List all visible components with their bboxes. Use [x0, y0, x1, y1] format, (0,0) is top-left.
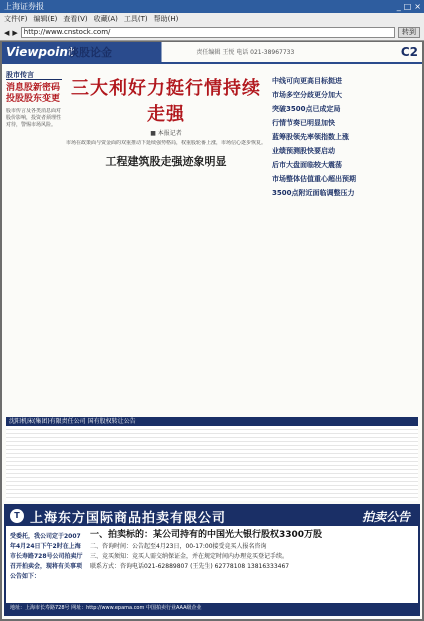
go-button[interactable]: 转到 — [398, 27, 420, 38]
window-titlebar — [0, 0, 424, 13]
ad-company-name: 上海东方国际商品拍卖有限公司 — [30, 510, 227, 526]
main-body: 市场在政策面与资金面的双重推动下延续强势格局，权重股轮番上涨，市场信心逐步恢复。 — [66, 140, 266, 146]
back-icon[interactable]: ◀ — [4, 28, 10, 37]
browser-chrome — [0, 0, 424, 41]
ad-footer: 地址：上海市长寿路728号 网址：http://www.epama.com 中国拍卖行业AAA级企业 — [6, 603, 418, 614]
right-column — [272, 72, 418, 428]
right-headline-3[interactable]: 突破3500点已成定局 — [272, 105, 341, 113]
menu-view[interactable]: 查看(V) — [63, 15, 88, 23]
ad-lot-title: 一、拍卖标的：某公司持有的中国光大银行股权3300万股 — [90, 530, 323, 540]
masthead-brand: Viewpoint — [6, 45, 74, 59]
ad-details — [90, 530, 412, 572]
masthead-section: 谈股论金 — [68, 46, 113, 59]
left-column — [6, 72, 62, 428]
notice-grid — [6, 426, 418, 501]
minimize-icon[interactable]: _ — [396, 2, 401, 11]
menu-bar — [0, 13, 424, 25]
menu-tools[interactable]: 工具(T) — [123, 15, 148, 23]
newspaper-page — [2, 42, 422, 619]
right-headline-9[interactable]: 3500点附近面临调整压力 — [272, 189, 355, 197]
address-input[interactable]: http://www.cnstock.com/ — [21, 27, 395, 38]
right-headline-5[interactable]: 蓝筹股领先率领指数上涨 — [272, 133, 349, 141]
menu-file[interactable]: 文件(F) — [4, 15, 28, 23]
notice-table — [6, 417, 418, 501]
forward-icon[interactable]: ▶ — [12, 28, 18, 37]
ad-line-1: 二、咨询时间：公告起至4月23日，00-17:00接受竞买人报名咨询 — [90, 543, 267, 550]
auction-logo-icon: T — [10, 509, 24, 523]
right-headline-1[interactable]: 中线可向更高目标挺进 — [272, 77, 342, 85]
article-columns — [2, 68, 422, 428]
notice-title: 沈阳机床(集团)有限责任公司 国有股权转让公告 — [6, 417, 418, 426]
address-row — [0, 25, 424, 40]
ad-header — [6, 506, 418, 526]
main-byline: ■ 本报记者 — [150, 130, 182, 137]
right-headline-4[interactable]: 行情节奏已明显加快 — [272, 119, 335, 127]
close-icon[interactable]: × — [414, 2, 421, 11]
menu-help[interactable]: 帮助(H) — [153, 15, 179, 23]
auction-ad — [4, 504, 420, 616]
masthead-info: 责任编辑 王悦 电话 021-38967733 — [196, 48, 295, 56]
masthead — [2, 42, 422, 64]
right-headline-8[interactable]: 市场整体估值重心超出预期 — [272, 175, 356, 183]
secondary-headline[interactable]: 工程建筑股走强迹象明显 — [105, 155, 227, 168]
maximize-icon[interactable]: □ — [403, 2, 412, 11]
menu-favorites[interactable]: 收藏(A) — [93, 15, 118, 23]
menu-edit[interactable]: 编辑(E) — [33, 15, 58, 23]
left-header: 股市传言 — [6, 72, 62, 80]
right-headline-7[interactable]: 后市大盘面临较大震荡 — [272, 161, 342, 169]
right-headline-6[interactable]: 业绩预测股快要启动 — [272, 147, 335, 155]
page-number: C2 — [400, 45, 418, 59]
ad-tag: 拍卖公告 — [361, 509, 410, 524]
left-body: 股市传言及各类消息面对股价影响，投资者须理性对待，警惕市场风险。 — [6, 108, 62, 128]
ad-line-3: 联系方式：咨询电话021-62889807 (王先生) 62778108 13816333467 — [90, 563, 290, 570]
ad-line-2: 三、竞买须知：竞买人需交纳保证金，并在规定时间内办理竞买登记手续。 — [90, 553, 289, 560]
right-headline-2[interactable]: 市场多空分歧更分加大 — [272, 91, 342, 99]
main-column — [66, 72, 266, 428]
main-headline[interactable]: 三大利好力挺行情持续走强 — [71, 78, 261, 125]
ad-intro: 受委托，我公司定于2007年4月24日下午2时在上海市长寿路728号公司拍卖厅召开拍卖会，现将有关事项公告如下： — [10, 533, 83, 580]
left-headline[interactable]: 消息股新密码 投股股东变更 — [6, 83, 61, 104]
window-title: 上海证券报 — [4, 2, 44, 11]
